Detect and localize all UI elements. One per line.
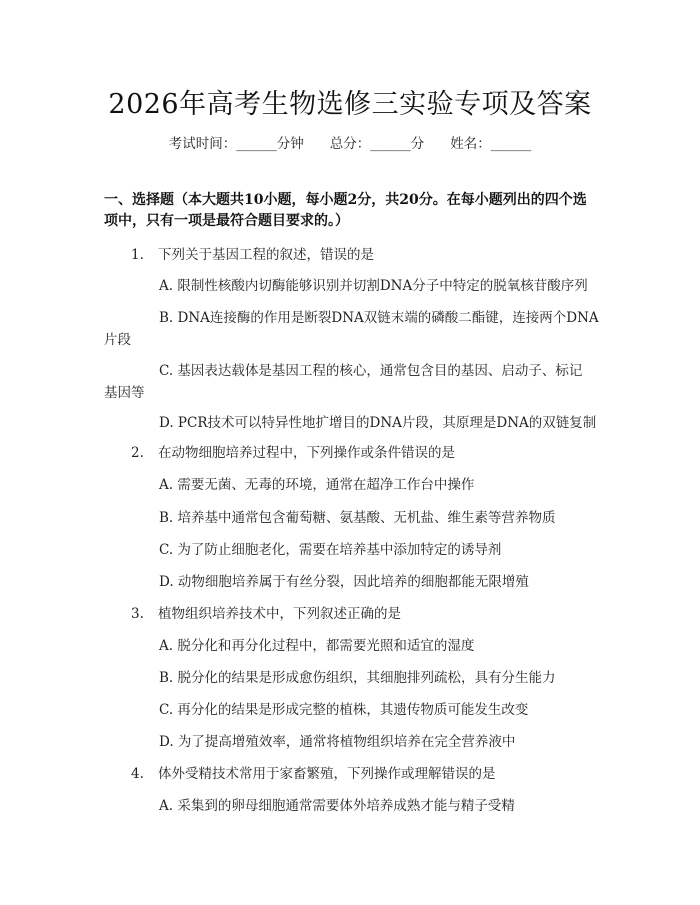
question-text: 植物组织培养技术中，下列叙述正确的是 [158, 606, 401, 622]
question-number: 4. [131, 766, 144, 782]
question-number: 3. [131, 606, 144, 622]
student-name-field: 姓名：______ [450, 136, 532, 152]
section-header-line-2: 项中，只有一项是最符合题目要求的。） [104, 213, 349, 229]
question-2-stem [131, 443, 455, 463]
exam-info-line [0, 132, 700, 152]
question-number: 1. [131, 247, 144, 263]
total-score-field: 总分：______分 [329, 136, 425, 152]
question-text: 下列关于基因工程的叙述，错误的是 [158, 247, 374, 263]
question-1-option-b: B. DNA连接酶的作用是断裂DNA双链末端的磷酸二酯键，连接两个DNA [159, 310, 599, 326]
question-1-option-c-continued: 基因等 [104, 385, 145, 401]
question-1-stem [131, 245, 374, 265]
question-3-option-a: A. 脱分化和再分化过程中，都需要光照和适宜的湿度 [159, 638, 475, 654]
question-1-option-d: D. PCR技术可以特异性地扩增目的DNA片段，其原理是DNA的双链复制 [159, 415, 597, 431]
question-2-option-c: C. 为了防止细胞老化，需要在培养基中添加特定的诱导剂 [159, 542, 502, 558]
section-header-line-1: 一、选择题（本大题共10小题，每小题2分，共20分。在每小题列出的四个选 [104, 192, 587, 208]
question-3-option-b: B. 脱分化的结果是形成愈伤组织，其细胞排列疏松，具有分生能力 [159, 670, 556, 686]
question-2-option-b: B. 培养基中通常包含葡萄糖、氨基酸、无机盐、维生素等营养物质 [159, 510, 556, 526]
question-text: 在动物细胞培养过程中，下列操作或条件错误的是 [158, 445, 455, 461]
question-number: 2. [131, 445, 144, 461]
question-1-option-b-continued: 片段 [104, 332, 131, 348]
question-1-option-c: C. 基因表达载体是基因工程的核心，通常包含目的基因、启动子、标记 [159, 363, 583, 379]
page-title: 2026年高考生物选修三实验专项及答案 [108, 89, 592, 120]
question-3-stem [131, 604, 401, 624]
question-2-option-d: D. 动物细胞培养属于有丝分裂，因此培养的细胞都能无限增殖 [159, 574, 529, 590]
question-text: 体外受精技术常用于家畜繁殖，下列操作或理解错误的是 [158, 766, 496, 782]
section-header [104, 190, 604, 232]
question-2-option-a: A. 需要无菌、无毒的环境，通常在超净工作台中操作 [159, 477, 475, 493]
question-3-option-d: D. 为了提高增殖效率，通常将植物组织培养在完全营养液中 [159, 734, 516, 750]
question-1-option-a: A. 限制性核酸内切酶能够识别并切割DNA分子中特定的脱氧核苷酸序列 [159, 278, 588, 294]
question-4-option-a: A. 采集到的卵母细胞通常需要体外培养成熟才能与精子受精 [159, 798, 515, 814]
question-4-stem [131, 764, 496, 784]
exam-time-field: 考试时间：______分钟 [168, 136, 304, 152]
question-3-option-c: C. 再分化的结果是形成完整的植株，其遗传物质可能发生改变 [159, 702, 529, 718]
